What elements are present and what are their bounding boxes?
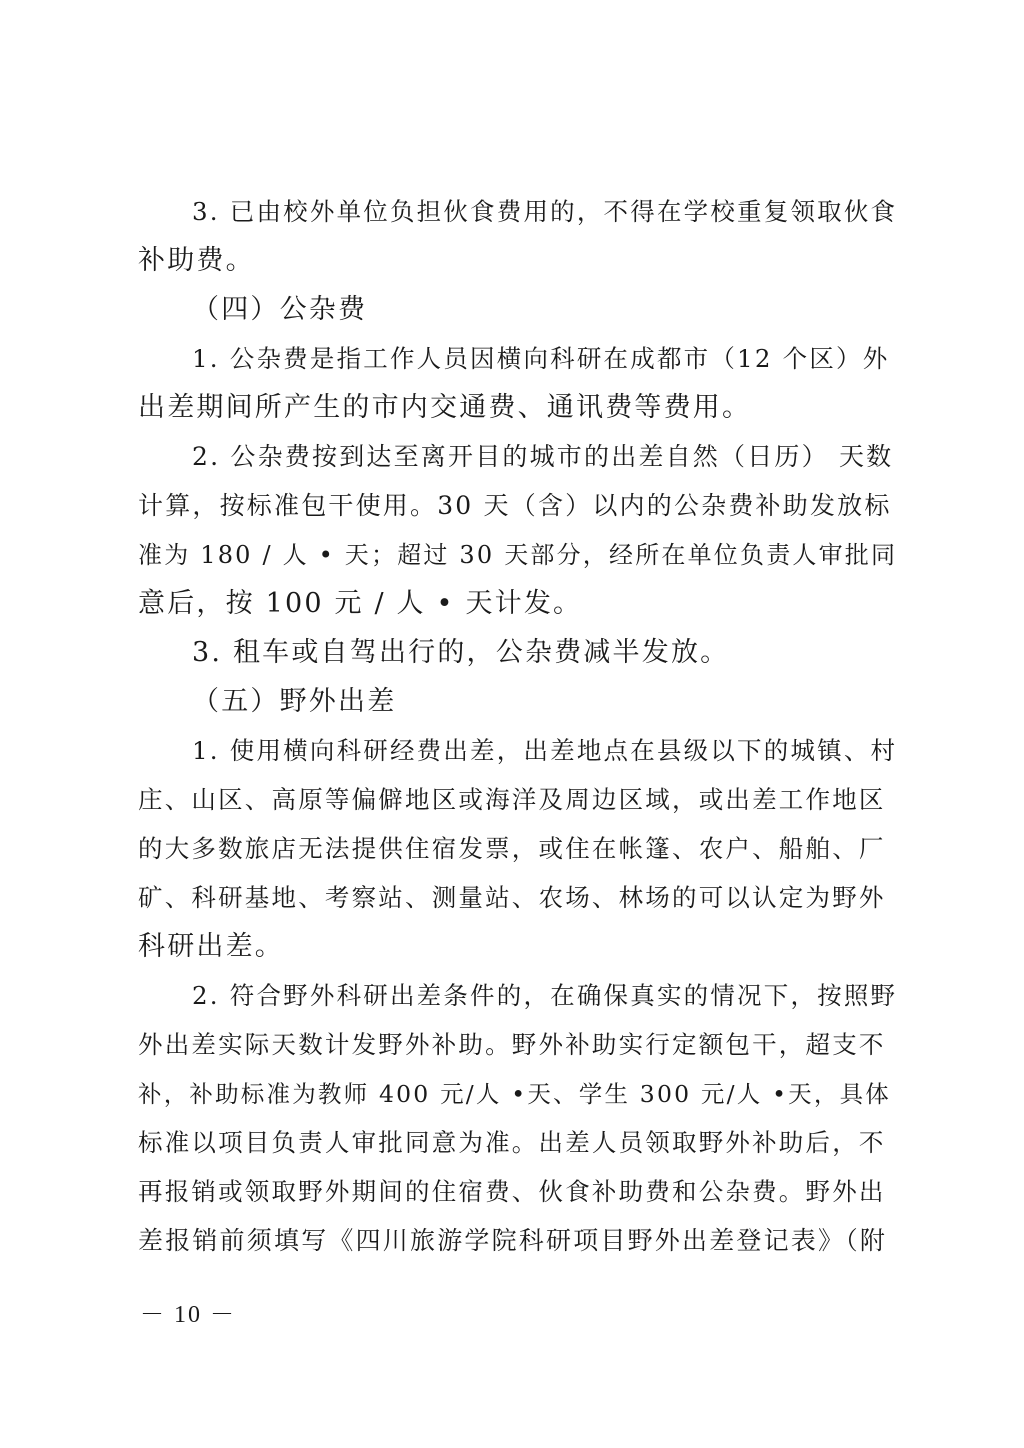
text-line: 2. 符合野外科研出差条件的，在确保真实的情况下，按照野 [192,981,898,1010]
text-line: 1. 公杂费是指工作人员因横向科研在成都市（12 个区）外 [192,344,890,373]
text-line: 3. 已由校外单位负担伙食费用的，不得在学校重复领取伙食 [192,197,898,226]
text-line: 补助费。 [138,245,255,276]
text-line: 庄、山区、高原等偏僻地区或海洋及周边区域，或出差工作地区 [138,785,886,814]
text-line: 3. 租车或自驾出行的，公杂费减半发放。 [192,637,730,668]
text-line: 科研出差。 [138,931,284,962]
text-line: 2. 公杂费按到达至离开目的城市的出差自然（日历） 天数 [192,442,894,471]
text-line: 矿、科研基地、考察站、测量站、农场、林场的可以认定为野外 [138,883,886,912]
section-heading: （五）野外出差 [192,686,397,717]
text-line: 再报销或领取野外期间的住宿费、伙食补助费和公杂费。野外出 [138,1177,886,1206]
page-number: － 10 － [140,1302,236,1328]
text-line: 计算，按标准包干使用。30 天（含）以内的公杂费补助发放标 [138,491,892,520]
text-line: 意后，按 100 元 / 人 • 天计发。 [138,588,583,619]
text-line: 1. 使用横向科研经费出差，出差地点在县级以下的城镇、村 [192,736,898,765]
text-line: 准为 180 / 人 • 天；超过 30 天部分，经所在单位负责人审批同 [138,541,898,569]
text-line: 补，补助标准为教师 400 元/人 •天、学生 300 元/人 •天，具体 [138,1080,891,1108]
text-line: 出差期间所产生的市内交通费、通讯费等费用。 [138,392,752,423]
text-line: 标准以项目负责人审批同意为准。出差人员领取野外补助后，不 [138,1128,886,1157]
text-line: 的大多数旅店无法提供住宿发票，或住在帐篷、农户、船舶、厂 [138,834,886,863]
text-line: 差报销前须填写《四川旅游学院科研项目野外出差登记表》（附 [138,1226,888,1255]
text-line: 外出差实际天数计发野外补助。野外补助实行定额包干，超支不 [138,1030,886,1059]
section-heading: （四）公杂费 [192,294,368,325]
